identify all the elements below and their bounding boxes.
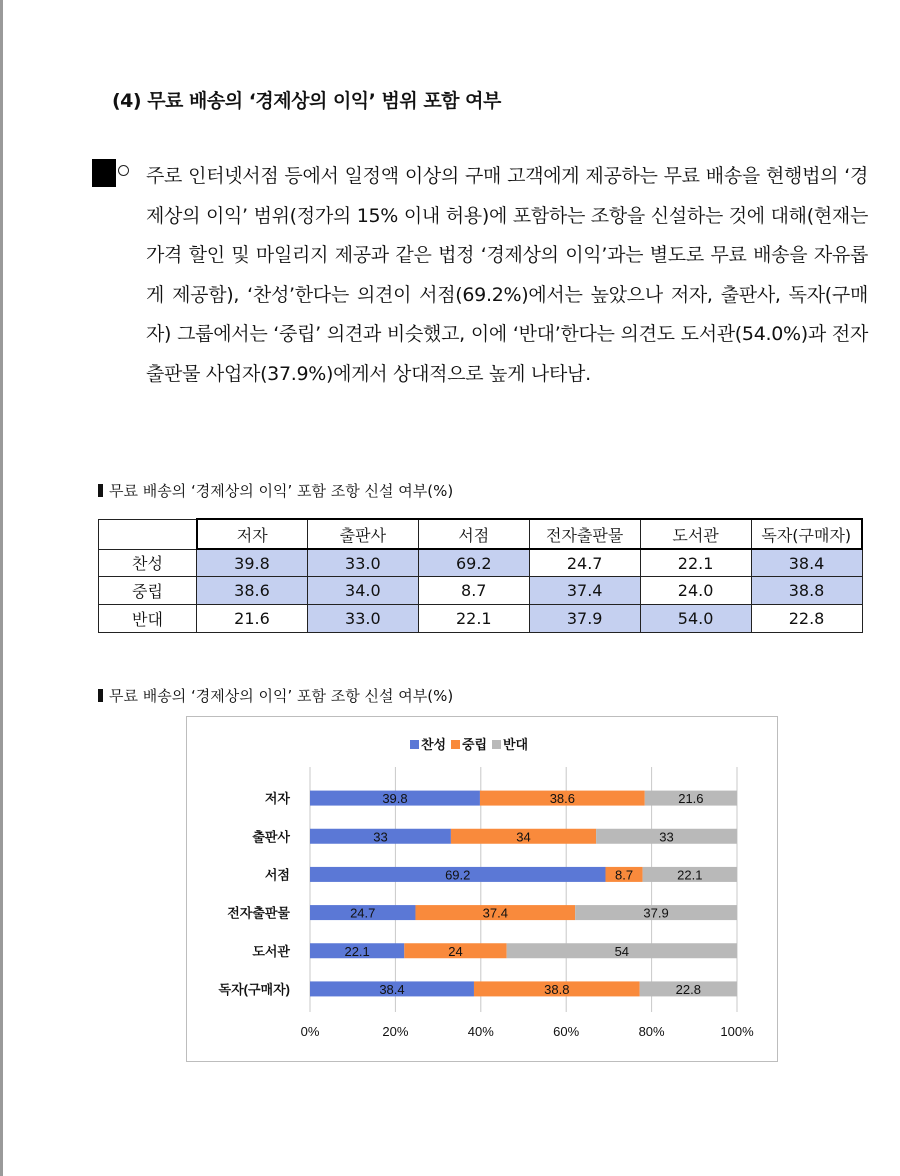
page-left-edge bbox=[0, 0, 3, 1176]
bar-value-label: 34 bbox=[516, 829, 531, 845]
bar-value-label: 39.8 bbox=[382, 791, 408, 807]
table-cell: 54.0 bbox=[640, 605, 751, 633]
bar-value-label: 22.1 bbox=[344, 943, 370, 959]
bar-value-label: 8.7 bbox=[615, 867, 634, 883]
row-label: 반대 bbox=[99, 605, 197, 633]
category-label: 독자(구매자) bbox=[218, 981, 290, 997]
table-caption-text: 무료 배송의 ‘경제상의 이익’ 포함 조항 신설 여부(%) bbox=[109, 482, 454, 500]
legend-swatch bbox=[492, 740, 501, 749]
table-header-cell: 도서관 bbox=[640, 519, 751, 549]
table-cell: 21.6 bbox=[197, 605, 308, 633]
table-cell: 38.4 bbox=[751, 549, 862, 577]
legend-swatch bbox=[451, 740, 460, 749]
bar-value-label: 69.2 bbox=[445, 867, 471, 883]
legend-label: 반대 bbox=[503, 737, 529, 752]
table-cell: 39.8 bbox=[197, 549, 308, 577]
table-header-cell: 서점 bbox=[418, 519, 529, 549]
table-cell: 34.0 bbox=[307, 577, 418, 605]
table-cell: 22.1 bbox=[418, 605, 529, 633]
x-tick-label: 80% bbox=[638, 1024, 665, 1039]
table-cell: 24.0 bbox=[640, 577, 751, 605]
x-tick-label: 60% bbox=[553, 1024, 580, 1039]
chart-caption bbox=[98, 685, 453, 706]
bar-value-label: 24.7 bbox=[350, 905, 376, 921]
category-label: 저자 bbox=[264, 791, 290, 807]
category-label: 서점 bbox=[264, 867, 290, 883]
table-cell: 22.8 bbox=[751, 605, 862, 633]
table-cell: 38.6 bbox=[197, 577, 308, 605]
table-header-row bbox=[99, 519, 863, 549]
bar-value-label: 38.6 bbox=[549, 791, 576, 807]
table-caption bbox=[98, 480, 453, 501]
bar-value-label: 37.4 bbox=[482, 905, 508, 921]
bar-value-label: 37.9 bbox=[643, 905, 669, 921]
table-cell: 8.7 bbox=[418, 577, 529, 605]
table-header-cell: 출판사 bbox=[307, 519, 418, 549]
table-cell: 69.2 bbox=[418, 549, 529, 577]
row-label: 중립 bbox=[99, 577, 197, 605]
table-row bbox=[99, 549, 863, 577]
caption-marker-icon bbox=[98, 689, 103, 702]
caption-marker-icon bbox=[98, 484, 103, 497]
x-tick-label: 0% bbox=[300, 1024, 320, 1039]
row-label: 찬성 bbox=[99, 549, 197, 577]
table-cell: 24.7 bbox=[529, 549, 640, 577]
table-cell: 37.9 bbox=[529, 605, 640, 633]
bullet-circle-icon bbox=[118, 165, 129, 176]
chart-caption-text: 무료 배송의 ‘경제상의 이익’ 포함 조항 신설 여부(%) bbox=[109, 687, 454, 705]
table-header-cell: 전자출판물 bbox=[529, 519, 640, 549]
legend-swatch bbox=[410, 740, 419, 749]
table-row bbox=[99, 577, 863, 605]
x-tick-label: 20% bbox=[382, 1024, 409, 1039]
bar-value-label: 21.6 bbox=[678, 791, 704, 807]
legend-label: 찬성 bbox=[421, 737, 447, 752]
table-cell: 33.0 bbox=[307, 605, 418, 633]
stacked-bar-chart bbox=[187, 717, 777, 1061]
bullet-marker-box bbox=[92, 159, 116, 187]
table-row bbox=[99, 605, 863, 633]
body-paragraph: 주로 인터넷서점 등에서 일정액 이상의 구매 고객에게 제공하는 무료 배송을 현행법의 ‘경제상의 이익’ 범위(정가의 15% 이내 허용)에 포함하는 조항을 신설하는 것에 대해(현재는 가격 할인 및 마일리지 제공과 같은 법정 ‘경제상의 이익’과는 별도로 무료 배송을 자유롭게 제공함), ‘찬성’한다는 의견이 서점(69.2%)에서는 높았으나 저자, 출판사, 독자(구매자) 그룹에서는 ‘중립’ 의견과 비슷했고, 이에 ‘반대’한다는 의견도 도서관(54.0%)과 전자출판물 사업자(37.9%)에게서 상대적으로 높게 나타남. bbox=[146, 165, 868, 385]
x-tick-label: 100% bbox=[720, 1024, 754, 1039]
bar-value-label: 22.1 bbox=[677, 867, 703, 883]
bar-value-label: 33 bbox=[373, 829, 388, 845]
table-header-cell: 저자 bbox=[197, 519, 308, 549]
survey-table bbox=[98, 518, 863, 633]
chart-frame bbox=[186, 716, 778, 1062]
bar-value-label: 33 bbox=[659, 829, 674, 845]
section-heading: (4) 무료 배송의 ‘경제상의 이익’ 범위 포함 여부 bbox=[112, 90, 501, 112]
table-cell: 22.1 bbox=[640, 549, 751, 577]
table-cell: 37.4 bbox=[529, 577, 640, 605]
table-corner-cell bbox=[99, 519, 197, 549]
bar-value-label: 54 bbox=[614, 943, 630, 959]
category-label: 전자출판물 bbox=[227, 905, 290, 921]
table-cell: 33.0 bbox=[307, 549, 418, 577]
legend-label: 중립 bbox=[462, 737, 488, 752]
bar-value-label: 38.4 bbox=[379, 981, 405, 997]
bar-value-label: 38.8 bbox=[544, 981, 570, 997]
x-tick-label: 40% bbox=[467, 1024, 494, 1039]
table-header-cell: 독자(구매자) bbox=[751, 519, 862, 549]
bar-value-label: 24 bbox=[448, 943, 463, 959]
category-label: 도서관 bbox=[252, 943, 290, 959]
category-label: 출판사 bbox=[252, 829, 290, 845]
bar-value-label: 22.8 bbox=[675, 981, 701, 997]
table-cell: 38.8 bbox=[751, 577, 862, 605]
